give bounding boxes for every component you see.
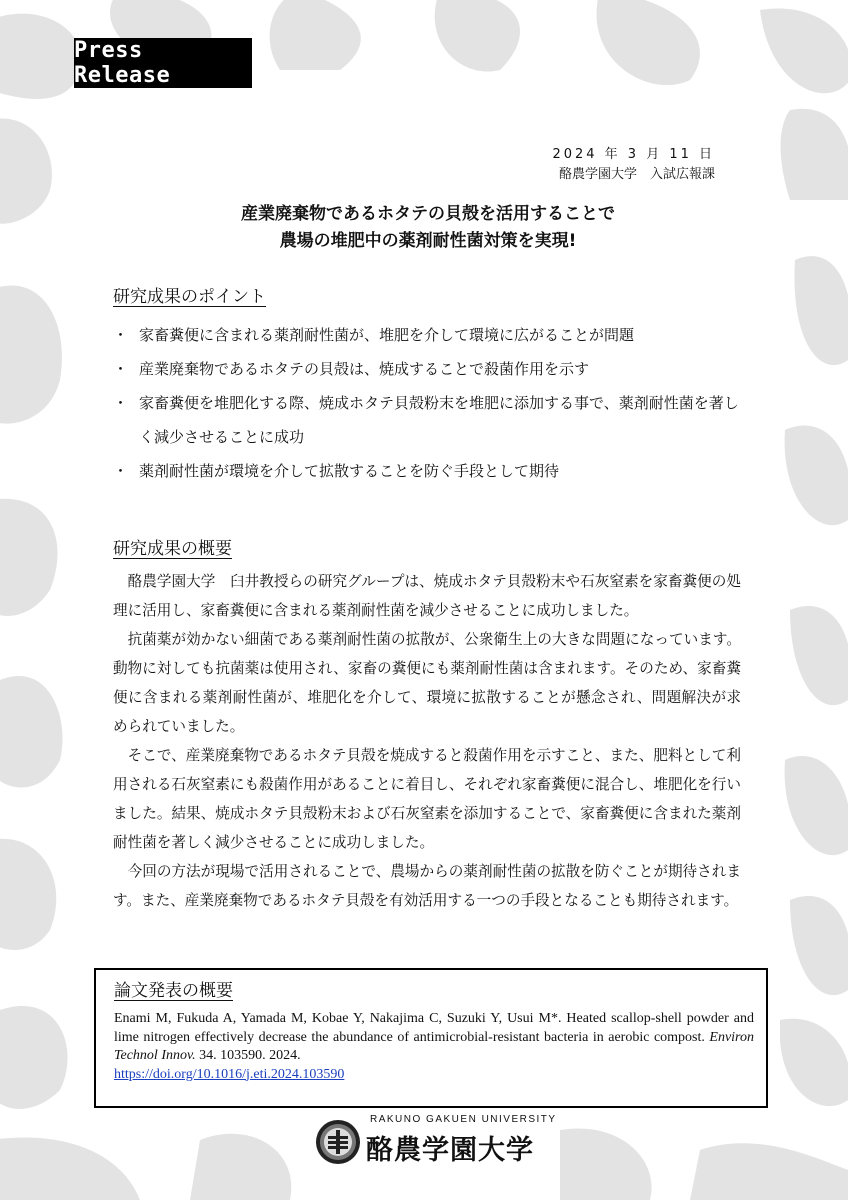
publication-heading: 論文発表の概要 (114, 981, 233, 1001)
list-item (113, 454, 753, 488)
university-emblem-icon (314, 1118, 362, 1166)
citation (114, 1010, 754, 1084)
doi-link[interactable]: https://doi.org/10.1016/j.eti.2024.103590 (114, 1066, 345, 1082)
summary-paragraph: 抗菌薬が効かない細菌である薬剤耐性菌の拡散が、公衆衛生上の大きな問題になっています。動物に対しても抗菌薬は使用され、家畜の糞便にも薬剤耐性菌は含まれます。そのため、家畜糞便に含まれる薬剤耐性菌が、堆肥化を介して、環境に拡散することが懸念され、問題解決が求められていました。 (113, 631, 741, 735)
point-text: 薬剤耐性菌が環境を介して拡散することを防ぐ手段として期待 (139, 462, 560, 480)
release-date: 2024 年 3 月 11 日 (552, 147, 715, 162)
logo-english-name: RAKUNO GAKUEN UNIVERSITY (370, 1114, 557, 1125)
citation-volume: 34. 103590. 2024. (199, 1048, 301, 1063)
summary-paragraph: そこで、産業廃棄物であるホタテ貝殻を焼成すると殺菌作用を示すこと、また、肥料として利用される石灰窒素にも殺菌作用があることに着目し、それぞれ家畜糞便に混合し、堆肥化を行いました。結果、焼成ホタテ貝殻粉末および石灰窒素を添加することで、家畜糞便に含まれた薬剤耐性菌を著しく減少させることに成功しました。 (113, 747, 741, 851)
summary-paragraph: 酪農学園大学 臼井教授らの研究グループは、焼成ホタテ貝殻粉末や石灰窒素を家畜糞便の処理に活用し、家畜糞便に含まれる薬剤耐性菌を減少させることに成功しました。 (113, 573, 741, 619)
summary-paragraph: 今回の方法が現場で活用されることで、農場からの薬剤耐性菌の拡散を防ぐことが期待されます。また、産業廃棄物であるホタテ貝殻を有効活用する一つの手段となることも期待されます。 (113, 863, 741, 909)
list-item (113, 352, 753, 386)
release-meta (552, 145, 715, 185)
points-list (113, 318, 753, 488)
summary-heading: 研究成果の概要 (113, 539, 232, 559)
bullet: ・ (113, 462, 129, 480)
department-name: 酪農学園大学 入試広報課 (558, 167, 715, 182)
point-text: 家畜糞便を堆肥化する際、焼成ホタテ貝殻粉末を堆肥に添加する事で、薬剤耐性菌を著しく減少させることに成功 (139, 394, 739, 446)
bullet: ・ (113, 360, 129, 378)
citation-authors-title: Enami M, Fukuda A, Yamada M, Kobae Y, Nakajima C, Suzuki Y, Usui M*. Heated scallop-shell powder and lime nitrogen effectively decrease the abundance of antimicrobial-resistant bacteria in aerobic compost. (114, 1011, 754, 1045)
bullet: ・ (113, 326, 129, 344)
summary-body (113, 567, 741, 915)
title-line-2: 農場の堆肥中の薬剤耐性菌対策を実現! (279, 231, 577, 251)
points-heading: 研究成果のポイント (113, 287, 266, 307)
press-release-label: Press Release (74, 38, 252, 88)
point-text: 産業廃棄物であるホタテの貝殻は、焼成することで殺菌作用を示す (139, 360, 590, 378)
logo-japanese-name: 酪農学園大学 (366, 1135, 534, 1166)
university-logo (314, 1112, 557, 1170)
publication-box (94, 968, 768, 1108)
list-item (113, 386, 753, 454)
bullet: ・ (113, 394, 129, 412)
point-text: 家畜糞便に含まれる薬剤耐性菌が、堆肥を介して環境に広がることが問題 (139, 326, 635, 344)
list-item (113, 318, 753, 352)
press-title (76, 201, 780, 255)
title-line-1: 産業廃棄物であるホタテの貝殻を活用することで (241, 204, 615, 224)
citation-journal: Environ Technol Innov. (114, 1029, 754, 1063)
